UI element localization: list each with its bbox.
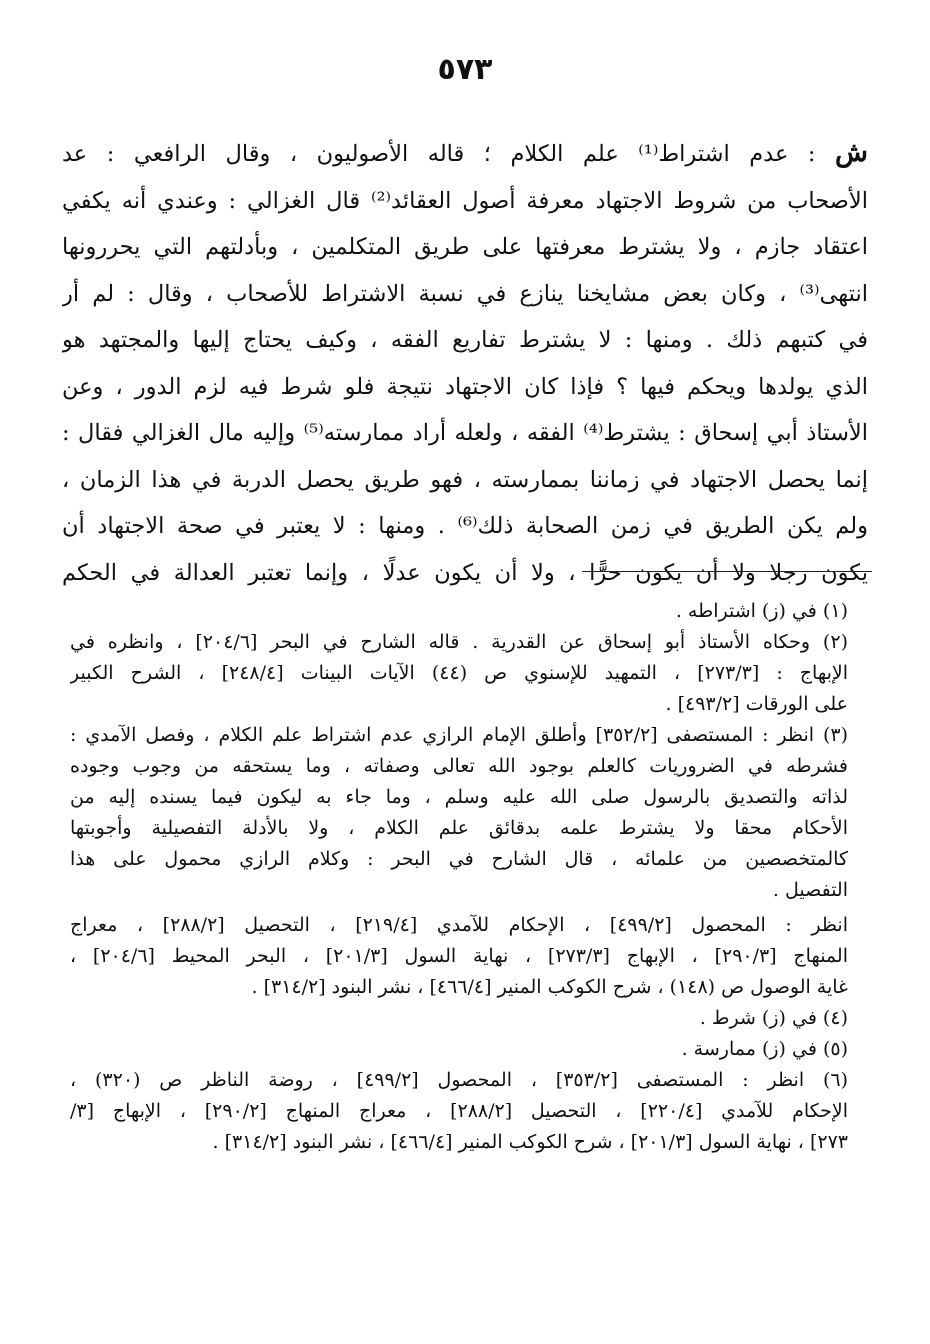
- footnote-line: التفصيل .: [772, 879, 848, 901]
- footnote-line: ٢٧٣] ، نهاية السول [٢٠١/٣] ، شرح الكوكب المنير [٤٦٦/٤] ، نشر البنود [٣١٤/٢] .: [212, 1131, 848, 1153]
- body-line: الذي يولدها ويحكم فيها ؟ فإذا كان الاجتهاد نتيجة فلو شرط فيه لزم الدور ، وعن: [62, 373, 868, 400]
- page-number: ٥٧٣: [437, 52, 493, 87]
- footnote-line: (٤) في (ز) شرط .: [699, 1007, 848, 1029]
- footnotes: [70, 596, 848, 1158]
- commentary-marker: ش: [835, 137, 868, 168]
- footnote-line: لذاته والتصديق بالرسول صلى الله عليه وسلم ، وما جاء به ليكون فيما يسنده إليه من: [70, 786, 848, 808]
- body-line: الأستاذ أبي إسحاق : يشترط⁽⁴⁾ الفقه ، ولعله أراد ممارسته⁽⁵⁾ وإليه مال الغزالي فقال :: [62, 420, 868, 446]
- footnote-separator: [582, 571, 872, 572]
- body-line: إنما يحصل الاجتهاد في زماننا بممارسته ، فهو طريق يحصل الدربة في هذا الزمان ،: [62, 466, 868, 493]
- footnote-line: المنهاج [٢٩٠/٣] ، الإبهاج [٢٧٣/٣] ، نهاية السول [٢٠١/٣] ، البحر المحيط [٢٠٤/٦] ،: [70, 945, 848, 967]
- body-line: ش : عدم اشتراط⁽¹⁾ علم الكلام ؛ قاله الأصوليون ، وقال الرافعي : عد: [62, 137, 868, 168]
- footnote-line: كالمتخصصين من علمائه ، قال الشارح في البحر : وكلام الرازي محمول على هذا: [70, 848, 848, 870]
- footnote: [70, 596, 848, 627]
- body-line: في كتبهم ذلك . ومنها : لا يشترط تفاريع الفقه ، وكيف يحتاج إليها والمجتهد هو: [62, 327, 868, 353]
- footnote: [70, 1034, 848, 1065]
- footnote-line: على الورقات [٤٩٣/٢] .: [665, 693, 848, 715]
- body-line: اعتقاد جازم ، ولا يشترط معرفتها على طريق المتكلمين ، وبأدلتهم التي يحررونها: [62, 234, 868, 260]
- footnote: [70, 1003, 848, 1034]
- footnote-line: (٦) انظر : المستصفى [٣٥٣/٢] ، المحصول [٤٩٩/٢] ، روضة الناظر ص (٣٢٠) ،: [70, 1069, 848, 1091]
- body-line: يكون رجلا ولا أن يكون حرًّا ، ولا أن يكون عدلًا ، وإنما تعتبر العدالة في الحكم: [62, 559, 868, 586]
- footnote-line: الإبهاج : [٢٧٣/٣] ، التمهيد للإسنوي ص (٤٤) الآيات البينات [٢٤٨/٤] ، الشرح الكبير: [70, 662, 848, 684]
- footnote: [70, 1065, 848, 1158]
- footnote-line: الإحكام للآمدي [٢٢٠/٤] ، التحصيل [٢٨٨/٢] ، معراج المنهاج [٢٩٠/٢] ، الإبهاج [٣/: [70, 1100, 848, 1122]
- footnote-line: الأحكام محقا ولا يشترط علمه بدقائق علم الكلام ، ولا بالأدلة التفصيلية وأجوبتها: [70, 817, 848, 839]
- body-line: انتهى⁽³⁾ ، وكان بعض مشايخنا ينازع في نسبة الاشتراط للأصحاب ، وقال : لم أر: [62, 280, 868, 307]
- body-line: الأصحاب من شروط الاجتهاد معرفة أصول العقائد⁽²⁾ قال الغزالي : وعندي أنه يكفي: [62, 187, 868, 214]
- footnote-line: (٢) وحكاه الأستاذ أبو إسحاق عن القدرية . قاله الشارح في البحر [٢٠٤/٦] ، وانظره في: [70, 631, 848, 653]
- footnote-line: فشرطه في الضروريات كالعلم بوجود الله تعالى وصفاته ، وما يستحقه من وجوب وجوده: [70, 755, 848, 777]
- footnote-line: غاية الوصول ص (١٤٨) ، شرح الكوكب المنير [٤٦٦/٤] ، نشر البنود [٣١٤/٢] .: [251, 976, 848, 998]
- footnote-line: (١) في (ز) اشتراطه .: [675, 600, 848, 622]
- footnote: [70, 720, 848, 906]
- footnote-line: انظر : المحصول [٤٩٩/٢] ، الإحكام للآمدي [٢١٩/٤] ، التحصيل [٢٨٨/٢] ، معراج: [70, 914, 848, 936]
- main-text: [62, 130, 868, 596]
- footnote-line: (٥) في (ز) ممارسة .: [681, 1038, 848, 1060]
- footnote-references: [70, 910, 848, 1003]
- body-line: ولم يكن الطريق في زمن الصحابة ذلك⁽⁶⁾ . ومنها : لا يعتبر في صحة الاجتهاد أن: [62, 513, 868, 539]
- footnote-line: (٣) انظر : المستصفى [٣٥٢/٢] وأطلق الإمام الرازي عدم اشتراط علم الكلام ، وفصل الآمدي :: [70, 724, 848, 746]
- footnote: [70, 627, 848, 720]
